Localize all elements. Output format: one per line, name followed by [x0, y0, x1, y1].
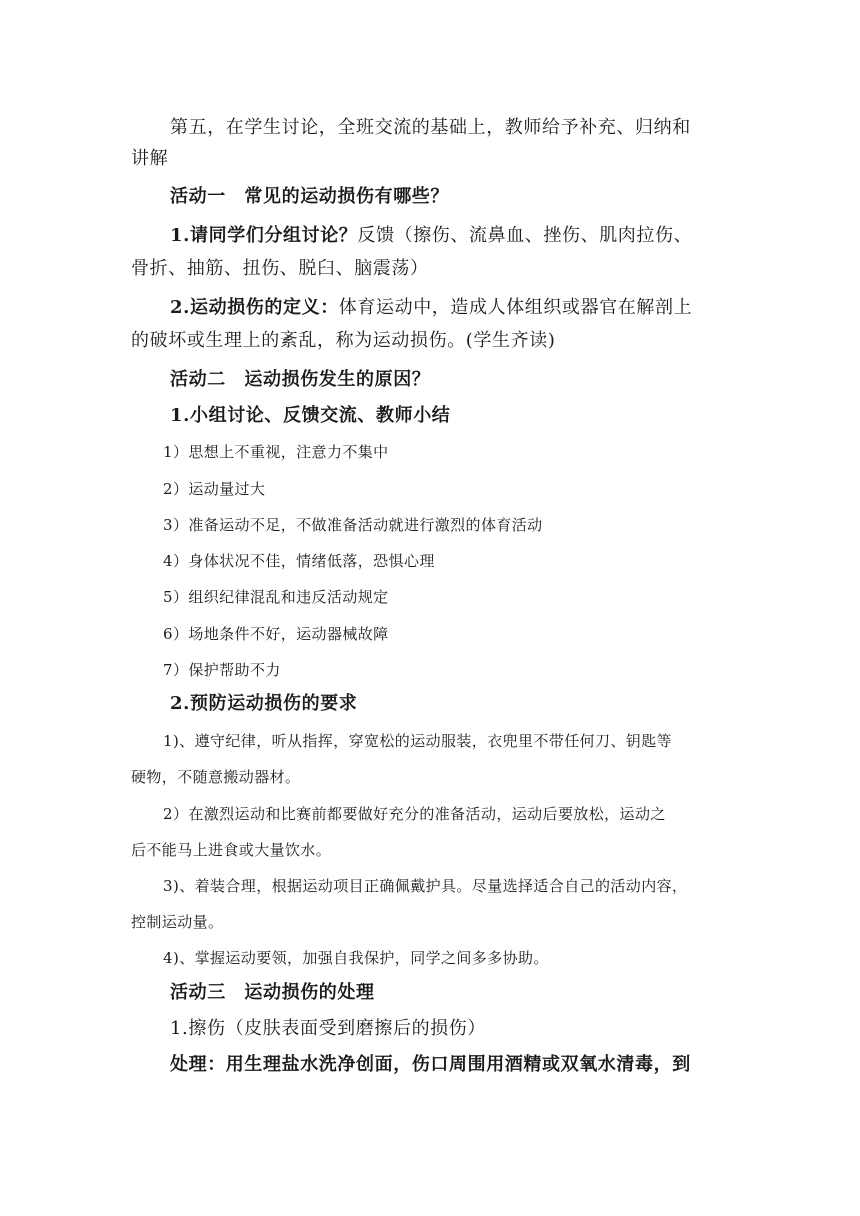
paragraph-line: 3)、着装合理，根据运动项目正确佩戴护具。尽量选择适合自己的活动内容， [163, 877, 688, 895]
item-label: 1.请同学们分组讨论？ [170, 225, 358, 246]
list-item: 2）运动量过大 [163, 480, 266, 498]
list-item: 1）思想上不重视，注意力不集中 [163, 443, 389, 461]
list-item: 7）保护帮助不力 [163, 661, 281, 679]
paragraph-line: 控制运动量。 [131, 913, 224, 931]
paragraph-line: 硬物，不随意搬动器材。 [131, 768, 301, 786]
list-item: 3）准备运动不足，不做准备活动就进行激烈的体育活动 [163, 516, 543, 534]
paragraph-line: 处理：用生理盐水洗净创面，伤口周围用酒精或双氧水清毒，到 [170, 1054, 691, 1075]
paragraph-line: 的破坏或生理上的紊乱，称为运动损伤。(学生齐读) [131, 330, 556, 351]
paragraph-line: 2）在激烈运动和比赛前都要做好充分的准备活动，运动后要放松，运动之 [163, 805, 666, 823]
sub-heading: 1.小组讨论、反馈交流、教师小结 [170, 405, 451, 426]
list-item: 4）身体状况不佳，情绪低落，恐惧心理 [163, 552, 435, 570]
activity-heading: 活动一 常见的运动损伤有哪些？ [170, 186, 449, 207]
paragraph-line: 骨折、抽筋、扭伤、脱臼、脑震荡） [131, 258, 429, 279]
item-text: 体育运动中，造成人体组织或器官在解剖上 [338, 297, 693, 318]
paragraph-line: 第五，在学生讨论，全班交流的基础上，教师给予补充、归纳和 [170, 117, 691, 138]
paragraph-line: 后不能马上进食或大量饮水。 [131, 841, 332, 859]
list-item: 5）组织纪律混乱和违反活动规定 [163, 588, 389, 606]
paragraph-line: 讲解 [131, 148, 169, 169]
sub-heading: 2.预防运动损伤的要求 [170, 693, 358, 714]
paragraph-line: 4)、掌握运动要领，加强自我保护，同学之间多多协助。 [163, 949, 549, 967]
item-label: 2.运动损伤的定义： [170, 297, 339, 318]
paragraph-line: 1.擦伤（皮肤表面受到磨擦后的损伤） [170, 1018, 486, 1039]
paragraph-line [170, 296, 692, 320]
paragraph-line: 1)、遵守纪律，听从指挥，穿宽松的运动服装，衣兜里不带任何刀、钥匙等 [163, 732, 672, 750]
item-text: 反馈（擦伤、流鼻血、挫伤、肌肉拉伤、 [357, 225, 693, 246]
activity-heading: 活动三 运动损伤的处理 [170, 982, 375, 1003]
activity-heading: 活动二 运动损伤发生的原因？ [170, 369, 431, 390]
paragraph-line [170, 224, 692, 248]
list-item: 6）场地条件不好，运动器械故障 [163, 625, 389, 643]
